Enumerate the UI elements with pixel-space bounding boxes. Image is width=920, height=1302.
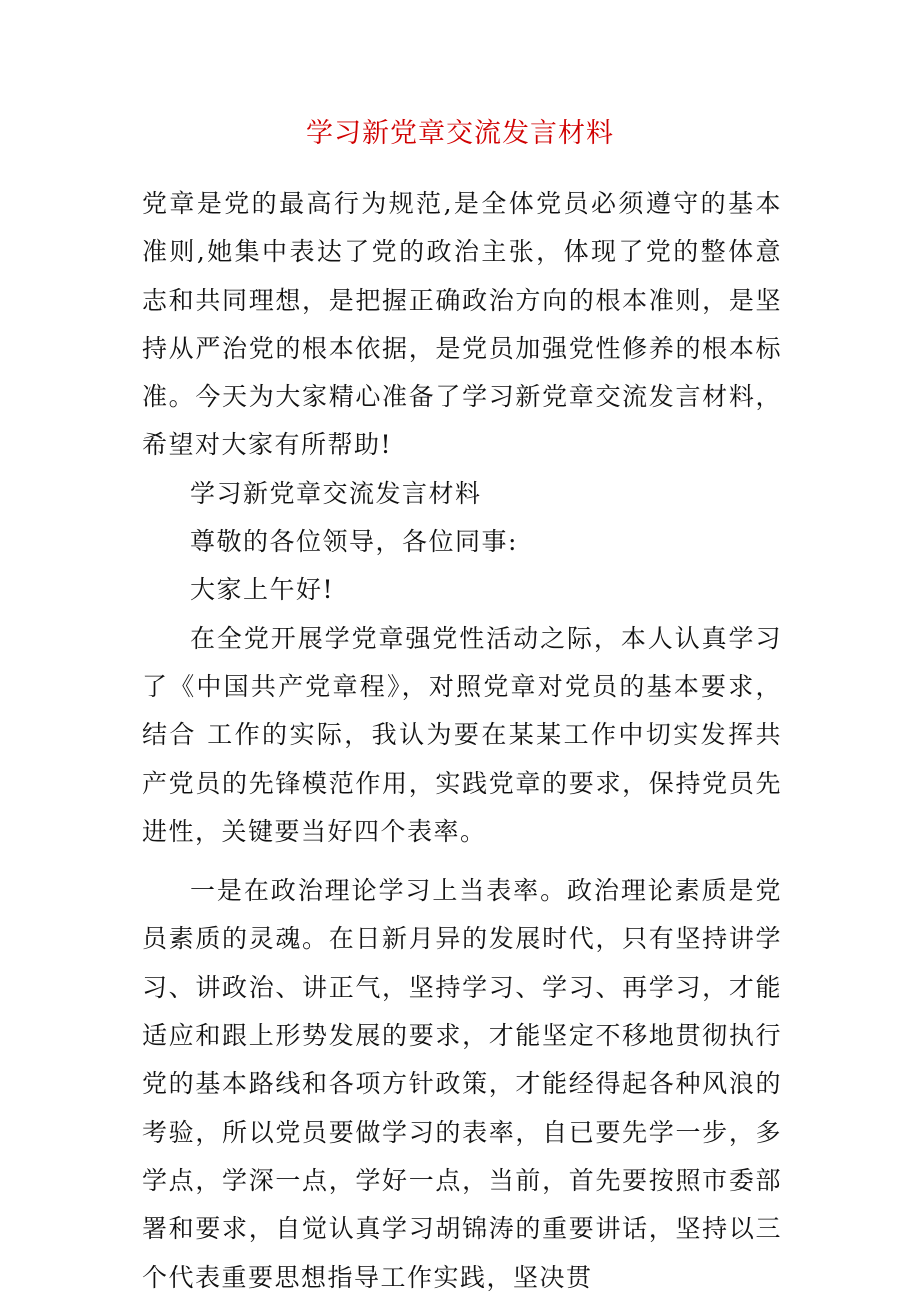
salutation: 尊敬的各位领导，各位同事: — [190, 527, 518, 557]
point-one-paragraph: 一是在政治理论学习上当表率。政治理论素质是党员素质的灵魂。在日新月异的发展时代，只有坚持讲学习、讲政治、讲正气，坚持学习、学习、再学习，才能适应和跟上形势发展的要求，才能坚定不移地贯彻执行党的基本路线和各项方针政策，才能经得起各种风浪的考验，所以党员要做学习的表率，自已要先学一步，多学点，学深一点，学好一点，当前，首先要按照市委部署和要求，自觉认真学习胡锦涛的重要讲话，坚持以三个代表重要思想指导工作实践，坚决贯 — [142, 876, 782, 1292]
opening-paragraph: 在全党开展学党章强党性活动之际，本人认真学习了《中国共产党章程》，对照党章对党员的基本要求，结合 工作的实际，我认为要在某某工作中切实发挥共产党员的先锋模范作用，实践党章的要求，保持党员先进性，关键要当好四个表率。 — [142, 623, 782, 846]
document-body — [142, 180, 782, 1302]
speech-heading: 学习新党章交流发言材料 — [190, 478, 482, 508]
intro-paragraph: 党章是党的最高行为规范,是全体党员必须遵守的基本准则,她集中表达了党的政治主张，体现了党的整体意志和共同理想，是把握正确政治方向的根本准则，是坚持从严治党的根本依据，是党员加强党性修养的根本标准。今天为大家精心准备了学习新党章交流发言材料，希望对大家有所帮助! — [142, 189, 782, 460]
document-title: 学习新党章交流发言材料 — [306, 118, 614, 149]
greeting: 大家上午好! — [190, 575, 335, 605]
